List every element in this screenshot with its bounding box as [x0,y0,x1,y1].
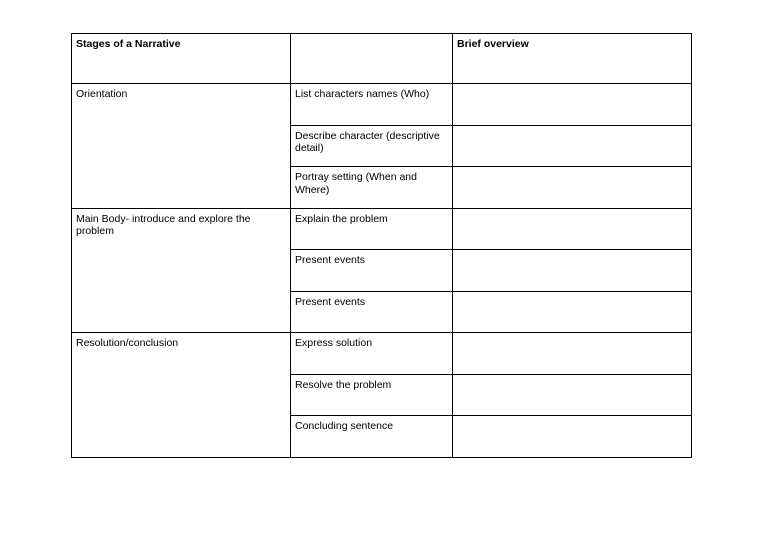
overview-cell[interactable] [453,374,692,416]
overview-cell[interactable] [453,84,692,126]
header-prompts [291,34,453,84]
prompt-cell: List characters names (Who) [291,84,453,126]
prompt-cell: Resolve the problem [291,374,453,416]
table-row [72,84,692,126]
header-stages: Stages of a Narrative [72,34,291,84]
prompt-cell: Describe character (descriptive detail) [291,125,453,167]
prompt-cell: Present events [291,291,453,333]
overview-cell[interactable] [453,291,692,333]
stage-orientation: Orientation [72,84,291,209]
prompt-cell: Explain the problem [291,208,453,250]
narrative-stages-table [71,33,692,458]
prompt-cell: Portray setting (When and Where) [291,167,453,209]
prompt-cell: Concluding sentence [291,416,453,458]
prompt-cell: Present events [291,250,453,292]
table-header-row [72,34,692,84]
overview-cell[interactable] [453,208,692,250]
stage-main-body: Main Body- introduce and explore the problem [72,208,291,333]
overview-cell[interactable] [453,333,692,375]
overview-cell[interactable] [453,167,692,209]
overview-cell[interactable] [453,125,692,167]
overview-cell[interactable] [453,250,692,292]
overview-cell[interactable] [453,416,692,458]
header-brief-overview: Brief overview [453,34,692,84]
prompt-cell: Express solution [291,333,453,375]
table-row [72,208,692,250]
table-row [72,333,692,375]
stage-resolution: Resolution/conclusion [72,333,291,458]
